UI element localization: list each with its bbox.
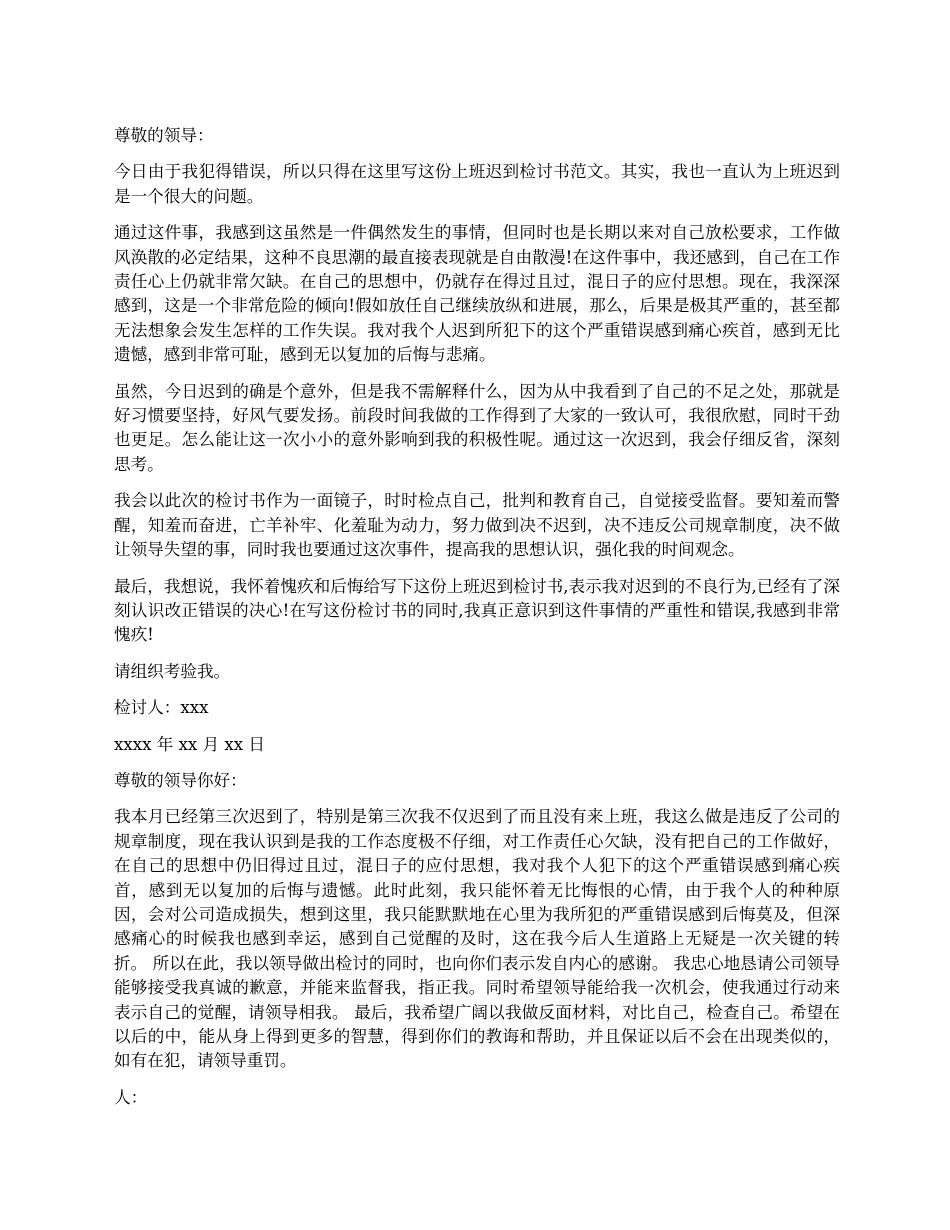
closing-line: 请组织考验我。 <box>114 661 231 681</box>
salutation: 尊敬的领导： <box>114 126 214 145</box>
salutation: 尊敬的领导你好： <box>114 770 247 790</box>
date-line: xxxx 年 xx 月 xx 日 <box>114 734 266 754</box>
body-paragraph: 今日由于我犯得错误，所以只得在这里写这份上班迟到检讨书范文。其实，我也一直认为上班迟到是一个很大的问题。 <box>114 162 840 206</box>
document-body <box>114 124 840 1122</box>
body-paragraph: 通过这件事，我感到这虽然是一件偶然发生的事情，但同时也是长期以来对自己放松要求，工作做风涣散的必定结果，这种不良思潮的最直接表现就是自由散漫!在这件事中，我还感到，自己在工作责任心上仍就非常欠缺。在自己的思想中，仍就存在得过且过，混日子的应付思想。现在，我深深感到，这是一个非常危险的倾向!假如放任自己继续放纵和进展，那么，后果是极其严重的，甚至都无法想象会发生怎样的工作失误。我对我个人迟到所犯下的这个严重错误感到痛心疾首，感到无比遗憾，感到非常可耻，感到无以复加的后悔与悲痛。 <box>114 223 840 365</box>
body-paragraph: 最后，我想说，我怀着愧疚和后悔给写下这份上班迟到检讨书,表示我对迟到的不良行为,已经有了深刻认识改正错误的决心!在写这份检讨书的同时,我真正意识到这件事情的严重性和错误,我感到非常愧疚! <box>114 576 840 645</box>
body-paragraph: 虽然，今日迟到的确是个意外，但是我不需解释什么，因为从中我看到了自己的不足之处，那就是好习惯要坚持，好风气要发扬。前段时间我做的工作得到了大家的一致认可，我很欣慰，同时干劲也更足。怎么能让这一次小小的意外影响到我的积极性呢。通过这一次迟到，我会仔细反省，深刻思考。 <box>114 381 840 474</box>
body-paragraph: 我本月已经第三次迟到了，特别是第三次我不仅迟到了而且没有来上班，我这么做是违反了公司的规章制度，现在我认识到是我的工作态度极不仔细，对工作责任心欠缺，没有把自己的工作做好，在自己的思想中仍旧得过且过，混日子的应付思想，我对我个人犯下的这个严重错误感到痛心疾首，感到无以复加的后悔与遗憾。此时此刻，我只能怀着无比悔恨的心情，由于我个人的种种原因，会对公司造成损失，想到这里，我只能默默地在心里为我所犯的严重错误感到后悔莫及，但深感痛心的时候我也感到幸运，感到自己觉醒的及时，这在我今后人生道路上无疑是一次关键的转折。 所以在此，我以领导做出检讨的同时，也向你们表示发自内心的感谢。 我忠心地恳请公司领导能够接受我真诚的歉意，并能来监督我，指正我。同时希望领导能给我一次机会，使我通过行动来表示自己的觉醒，请领导相我。 最后，我希望广阔以我做反面材料，对比自己，检查自己。希望在以后的中，能从身上得到更多的智慧，得到你们的教诲和帮助，并且保证以后不会在出现类似的，如有在犯，请领导重罚。 <box>114 807 840 1071</box>
signature-line: 人： <box>114 1087 148 1107</box>
signature-line: 检讨人：xxx <box>114 698 209 718</box>
body-paragraph: 我会以此次的检讨书作为一面镜子，时时检点自己，批判和教育自己，自觉接受监督。要知羞而警醒，知羞而奋进，亡羊补牢、化羞耻为动力，努力做到决不迟到，决不违反公司规章制度，决不做让领导失望的事，同时我也要通过这次事件，提高我的思想认识，强化我的时间观念。 <box>114 491 840 560</box>
